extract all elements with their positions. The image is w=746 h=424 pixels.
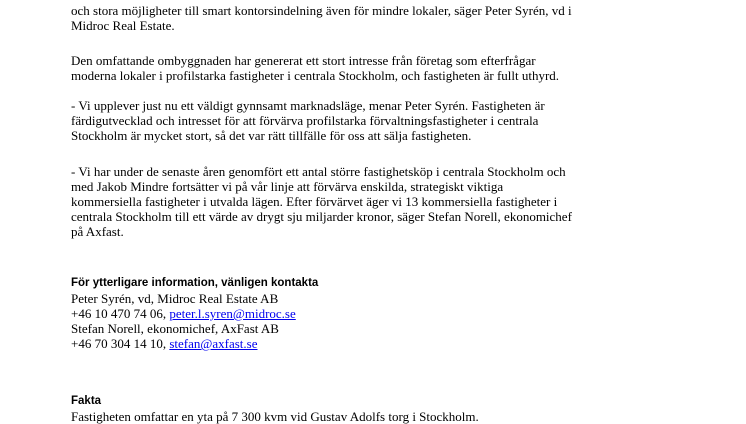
text-line: och stora möjligheter till smart kontorsindelning även för mindre lokaler, säger Peter Syrén, vd i	[71, 3, 572, 18]
text-line: med Jakob Mindre fortsätter vi på vår linje att förvärva enskilda, strategiskt viktiga	[71, 179, 504, 194]
text-line: - Vi upplever just nu ett väldigt gynnsamt marknadsläge, menar Peter Syrén. Fastigheten är	[71, 98, 545, 113]
contact-section	[71, 276, 671, 351]
contact-phone: +46 10 470 74 06,	[71, 306, 170, 321]
facts-heading: Fakta	[71, 395, 102, 407]
paragraph-market-quote	[71, 98, 671, 143]
email-link[interactable]: peter.l.syren@midroc.se	[169, 306, 296, 321]
facts-section	[71, 394, 671, 424]
text-line: - Vi har under de senaste åren genomfört ett antal större fastighetsköp i centrala Stockholm och	[71, 164, 566, 179]
email-link[interactable]: stefan@axfast.se	[169, 336, 258, 351]
text-line: färdigutvecklad och intresset för att förvärva profilstarka förvaltningsfastigheter i centrala	[71, 113, 539, 128]
contact-line	[71, 336, 671, 351]
contact-phone: +46 70 304 14 10,	[71, 336, 170, 351]
text-line: kommersiella fastigheter i utvalda lägen. Efter förvärvet äger vi 13 kommersiella fastigheter i	[71, 194, 558, 209]
text-line: Stockholm är mycket stort, så det var rätt tillfälle för oss att sälja fastigheten.	[71, 128, 472, 143]
text-line: Midroc Real Estate.	[71, 18, 175, 33]
paragraph-axfast-quote	[71, 164, 671, 239]
text-line: Den omfattande ombyggnaden har genererat ett stort intresse från företag som efterfrågar	[71, 53, 536, 68]
intro-paragraph	[71, 3, 671, 33]
text-line: Fastigheten omfattar en yta på 7 300 kvm vid Gustav Adolfs torg i Stockholm.	[71, 409, 479, 424]
paragraph-renovation	[71, 53, 671, 83]
contact-name: Stefan Norell, ekonomichef, AxFast AB	[71, 321, 279, 336]
text-line: moderna lokaler i profilstarka fastigheter i centrala Stockholm, och fastigheten är fullt uthyrd.	[71, 68, 560, 83]
contact-heading: För ytterligare information, vänligen kontakta	[71, 277, 319, 289]
text-line: centrala Stockholm till ett värde av drygt sju miljarder kronor, säger Stefan Norell, ekonomichef	[71, 209, 572, 224]
contact-line	[71, 306, 671, 321]
contact-name: Peter Syrén, vd, Midroc Real Estate AB	[71, 291, 279, 306]
text-line: på Axfast.	[71, 224, 124, 239]
